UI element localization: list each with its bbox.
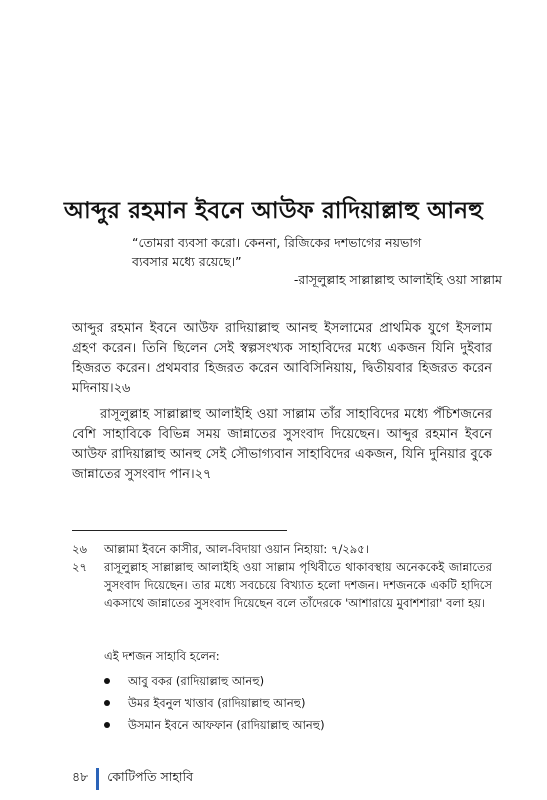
list-item-text: আবু বকর (রাদিয়াল্লাহু আনহু) (128, 674, 265, 688)
quote-attribution: -রাসূলুল্লাহ সাল্লাল্লাহু আলাইহি ওয়া সাল্লাম (293, 272, 502, 287)
body-paragraph: আব্দুর রহমান ইবনে আউফ রাদিয়াল্লাহু আনহু ইসলামের প্রাথমিক যুগে ইসলাম গ্রহণ করেন। তিনি ছিলেন সেই স্বল্পসংখ্যক সাহাবিদের মধ্যে একজন যিনি দুইবার হিজরত করেন। প্রথমবার হিজরত করেন আবিসিনিয়ায়, দ্বিতীয়বার হিজরত করেন মদিনায়।২৬ (72, 321, 492, 396)
epigraph-quote (132, 233, 492, 271)
footnote (72, 540, 492, 558)
page-footer (72, 768, 193, 790)
list-item (104, 670, 325, 692)
body-paragraph: রাসূলুল্লাহ সাল্লাল্লাহু আলাইহি ওয়া সাল্লাম তাঁর সাহাবিদের মধ্যে পঁচিশজনের বেশি সাহাবিকে বিভিন্ন সময় জান্নাতের সুসংবাদ দিয়েছেন। আব্দুর রহমান ইবনে আউফ রাদিয়াল্লাহু আনহু সেই সৌভাগ্যবান সাহাবিদের একজন, যিনি দুনিয়ার বুকে জান্নাতের সুসংবাদ পান।২৭ (72, 407, 492, 482)
footer-separator (96, 768, 99, 790)
list-item-text: উমর ইবনুল খাত্তাব (রাদিয়াল্লাহু আনহু) (128, 696, 306, 710)
chapter-title: আব্দুর রহমান ইবনে আউফ রাদিয়াল্লাহু আনহু (63, 198, 484, 224)
quote-line: “তোমরা ব্যবসা করো। কেননা, রিজিকের দশভাগের নয়ভাগ (132, 235, 422, 250)
list-item (104, 692, 325, 714)
bullet-icon (104, 722, 110, 728)
list-item (104, 714, 325, 736)
bullet-icon (104, 700, 110, 706)
page-number: ৪৮ (72, 769, 89, 784)
book-title: কোটিপতি সাহাবি (107, 769, 194, 784)
quote-line: ব্যবসার মধ্যে রয়েছে।” (132, 254, 242, 269)
companion-list (104, 670, 325, 736)
footnote-number: ২৭ (72, 560, 87, 574)
list-intro: এই দশজন সাহাবি হলেন: (104, 649, 220, 663)
footnote (72, 558, 492, 612)
footnote-number: ২৬ (72, 542, 87, 556)
list-item-text: উসমান ইবনে আফফান (রাদিয়াল্লাহু আনহু) (128, 718, 325, 732)
footnote-divider (72, 530, 287, 531)
footnote-text: রাসূলুল্লাহ সাল্লাল্লাহু আলাইহি ওয়া সাল্লাম পৃথিবীতে থাকাবস্থায় অনেককেই জান্নাতের সুসংবাদ দিয়েছেন। তার মধ্যে সবচেয়ে বিখ্যাত হলো দশজন। দশজনকে একটি হাদিসে একসাথে জান্নাতের সুসংবাদ দিয়েছেন বলে তাঁদেরকে 'আশারায়ে মুবাশশারা' বলা হয়। (104, 560, 492, 610)
footnote-text: আল্লামা ইবনে কাসীর, আল-বিদায়া ওয়ান নিহায়া: ৭/২৯৫। (104, 542, 369, 556)
bullet-icon (104, 678, 110, 684)
